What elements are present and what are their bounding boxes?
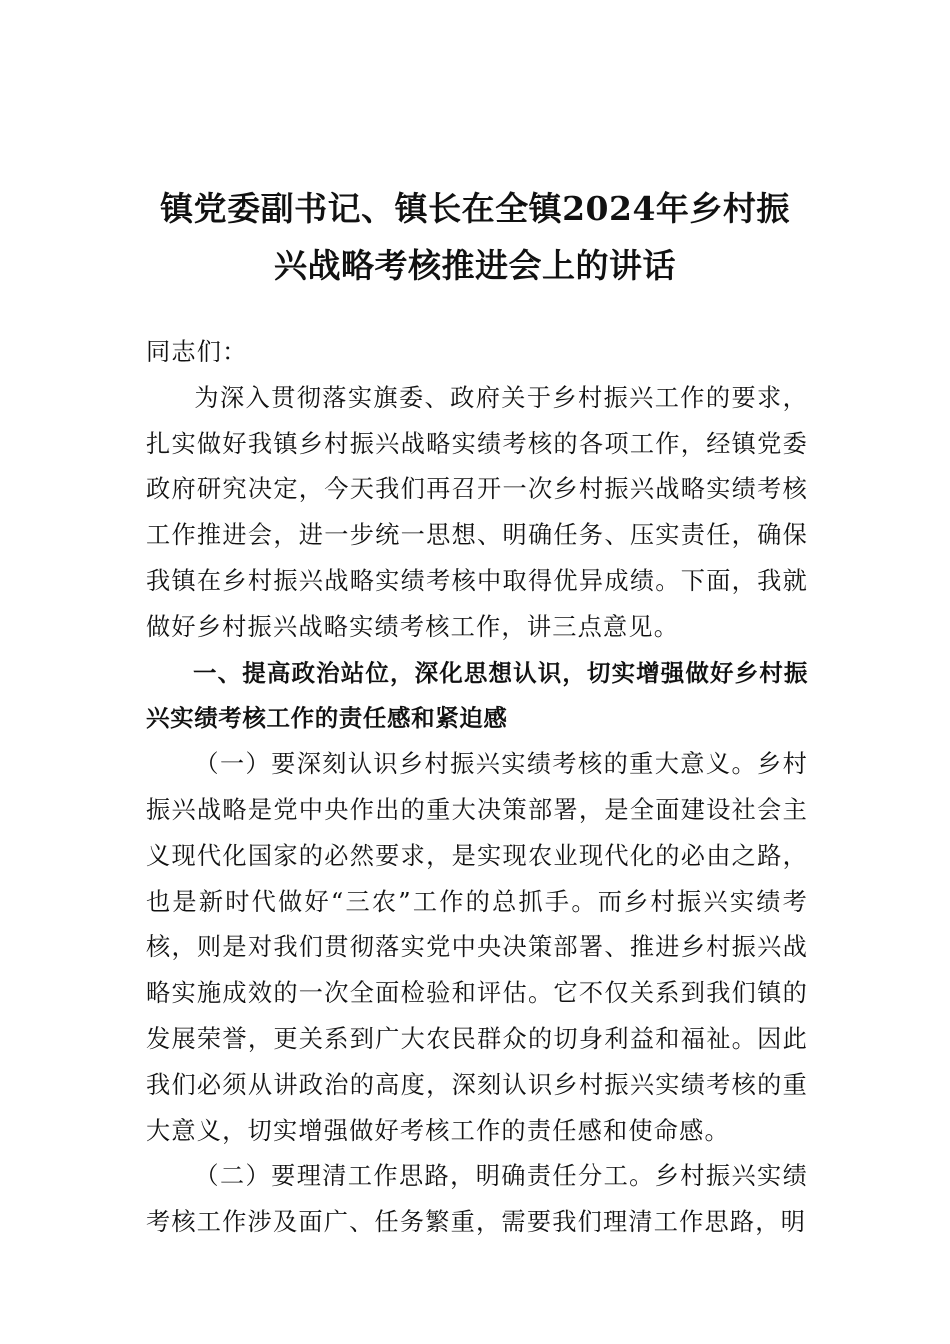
document-title: [120, 180, 830, 294]
salutation: 同志们：: [146, 338, 248, 366]
title-line-2: 兴战略考核推进会上的讲话: [274, 246, 676, 286]
document-body: [146, 330, 808, 1246]
subsection-paragraph-1: （一）要深刻认识乡村振兴实绩考核的重大意义。乡村振兴战略是党中央作出的重大决策部署，是全面建设社会主义现代化国家的必然要求，是实现农业现代化的必由之路，也是新时代做好“三农”工作的总抓手。而乡村振兴实绩考核，则是对我们贯彻落实党中央决策部署、推进乡村振兴战略实施成效的一次全面检验和评估。它不仅关系到我们镇的发展荣誉，更关系到广大农民群众的切身利益和福祉。因此我们必须从讲政治的高度，深刻认识乡村振兴实绩考核的重大意义，切实增强做好考核工作的责任感和使命感。: [146, 750, 808, 1145]
section-heading-1: 一、提高政治站位，深化思想认识，切实增强做好乡村振兴实绩考核工作的责任感和紧迫感: [146, 658, 808, 733]
subsection-paragraph-2: （二）要理清工作思路，明确责任分工。乡村振兴实绩考核工作涉及面广、任务繁重，需要我们理清工作思路，明: [146, 1162, 808, 1237]
intro-paragraph: 为深入贯彻落实旗委、政府关于乡村振兴工作的要求，扎实做好我镇乡村振兴战略实绩考核的各项工作，经镇党委政府研究决定，今天我们再召开一次乡村振兴战略实绩考核工作推进会，进一步统一思想、明确任务、压实责任，确保我镇在乡村振兴战略实绩考核中取得优异成绩。下面，我就做好乡村振兴战略实绩考核工作，讲三点意见。: [146, 383, 808, 641]
title-line-1: 镇党委副书记、镇长在全镇2024年乡村振: [160, 189, 790, 229]
